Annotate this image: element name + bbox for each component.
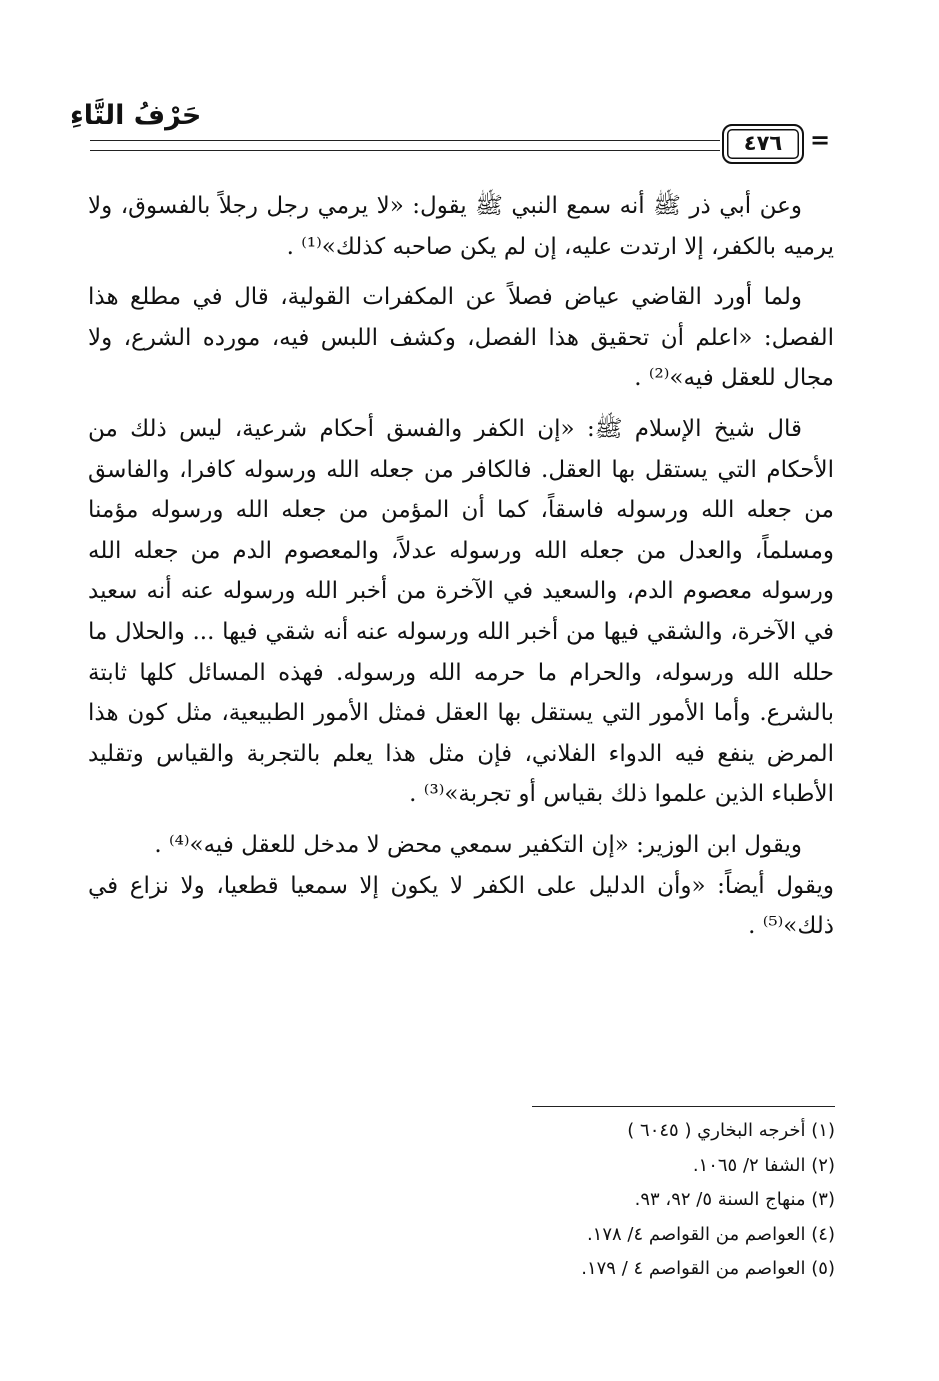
paragraph-abu-dhar: وعن أبي ذر ﷺ أنه سمع النبي ﷺ يقول: «لا يرمي رجل رجلاً بالفسوق، ولا يرميه بالكفر، إلا ارتدت عليه، إن لم يكن صاحبه كذلك»⁽¹⁾ . (88, 193, 834, 260)
paragraph-shaykh-al-islam: قال شيخ الإسلام ﷺ: «إن الكفر والفسق أحكام شرعية، ليس ذلك من الأحكام التي يستقل بها العقل. فالكافر من جعله الله ورسوله كافرا، والفاسق من جعله الله ورسوله فاسقاً، كما أن المؤمن من جعله الله ورسوله مؤمنا ومسلماً، والعدل من جعله الله ورسوله عدلاً، والمعصوم الدم من جعله الله ورسوله معصوم الدم، والسعيد في الآخرة من أخبر الله ورسوله عنه أنه سعيد في الآخرة، والشقي فيها من أخبر الله ورسوله عنه أنه شقي فيها ... والحلال ما حلله الله ورسوله، والحرام ما حرمه الله ورسوله. فهذه المسائل كلها ثابتة بالشرع. وأما الأمور التي يستقل بها العقل فمثل الأمور الطبيعية، مثل كون هذا المرض ينفع فيه الدواء الفلاني، فإن مثل هذا يعلم بالتجربة والقياس وتقليد الأطباء الذين علموا ذلك بقياس أو تجربة»⁽³⁾ . (88, 415, 835, 808)
page-number-box: ٤٧٦ (722, 124, 804, 164)
main-text (88, 186, 834, 947)
footnote-5: (٥) العواصم من القواصم ٤ / ١٧٩. (581, 1258, 835, 1279)
paragraph-ibn-al-wazir: ويقول ابن الوزير: «إن التكفير سمعي محض لا مدخل للعقل فيه»⁽⁴⁾ . (154, 831, 802, 858)
paragraph-ibn-al-wazir-also: ويقول أيضاً: «وأن الدليل على الكفر لا يكون إلا سمعيا قطعيا، ولا نزاع في ذلك»⁽⁵⁾ . (88, 872, 834, 940)
footnote-1: (١) أخرجه البخاري ( ٦٠٤٥ ) (627, 1120, 835, 1141)
header-edge-mark: = (810, 126, 831, 154)
footnote-3: (٣) منهاج السنة ٥/ ٩٢، ٩٣. (634, 1189, 835, 1210)
header-rule-bottom (90, 150, 720, 151)
header-rule-top (90, 140, 720, 141)
running-header-title: حَرْفُ التَّاءِ (70, 100, 202, 131)
footnote-2: (٢) الشفا ٢/ ١٠٦٥. (692, 1154, 835, 1176)
footnote-4: (٤) العواصم من القواصم ٤/ ١٧٨. (586, 1223, 835, 1245)
footnotes (300, 1114, 835, 1287)
footnote-separator (532, 1106, 835, 1107)
paragraph-qadi-iyad: ولما أورد القاضي عياض فصلاً عن المكفرات القولية، قال في مطلع هذا الفصل: «اعلم أن تحقيق هذا الفصل، وكشف اللبس فيه، مورده الشرع، ولا مجال للعقل فيه»⁽²⁾ . (88, 284, 834, 392)
